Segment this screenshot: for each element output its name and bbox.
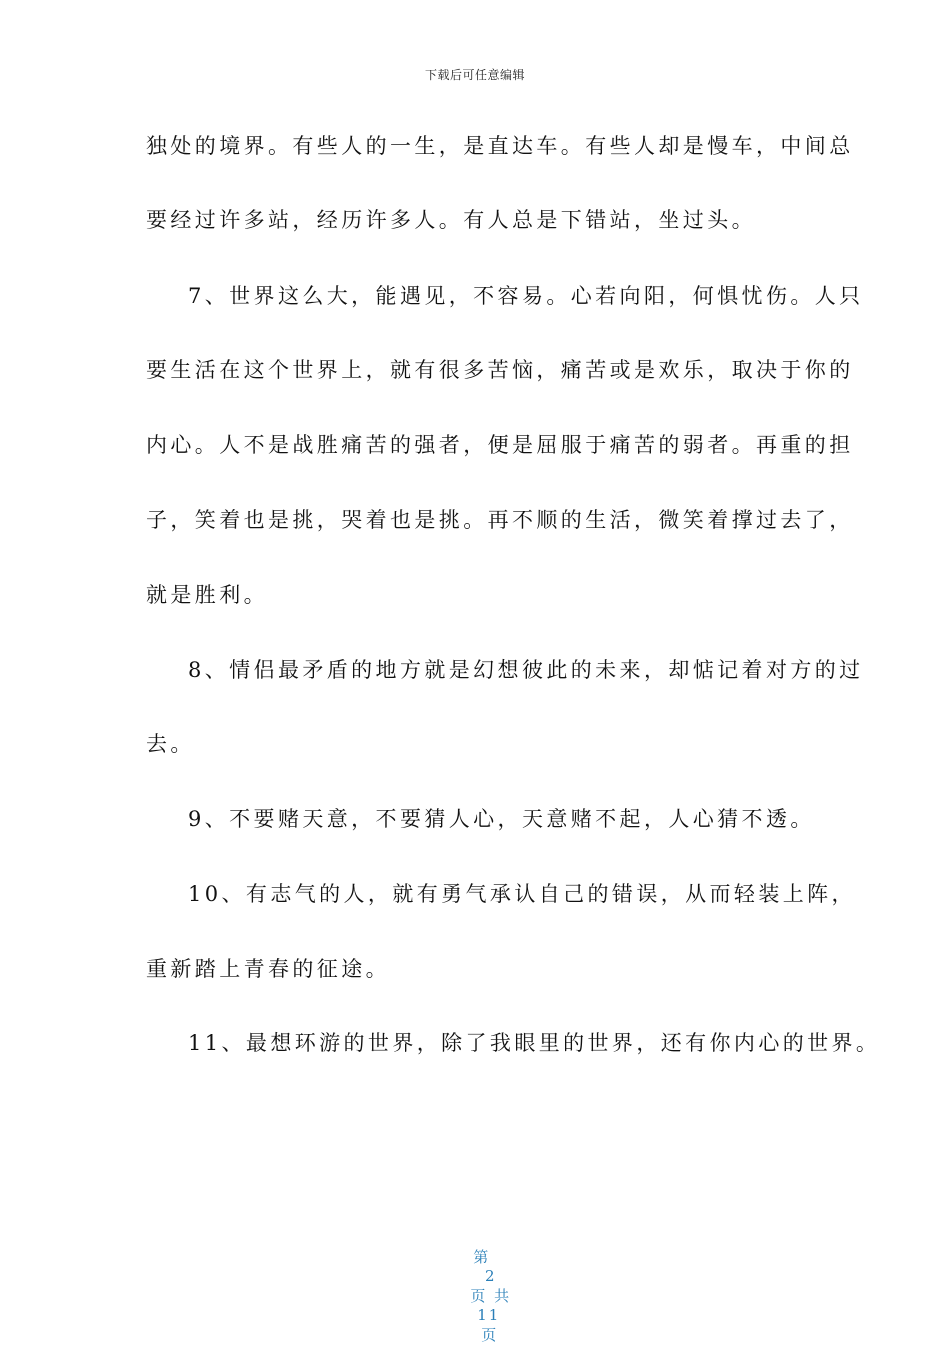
page-header: 下载后可任意编辑	[424, 68, 525, 82]
page-footer	[0, 1228, 950, 1345]
text-line: 要生活在这个世界上，就有很多苦恼，痛苦或是欢乐，取决于你的	[146, 358, 854, 382]
text-line: 内心。人不是战胜痛苦的强者，便是屈服于痛苦的弱者。再重的担	[146, 433, 854, 457]
text-line: 就是胜利。	[146, 583, 268, 607]
paragraph-8-line: 8、情侣最矛盾的地方就是幻想彼此的未来，却惦记着对方的过	[188, 658, 864, 682]
footer-page-number: 2	[485, 1267, 497, 1285]
paragraph-10-line: 10、有志气的人，就有勇气承认自己的错误，从而轻装上阵，	[188, 882, 856, 906]
text-line: 子，笑着也是挑，哭着也是挑。再不顺的生活，微笑着撑过去了，	[146, 508, 854, 532]
paragraph-11-line: 11、最想环游的世界，除了我眼里的世界，还有你内心的世界。	[188, 1031, 881, 1055]
footer-prefix: 第	[473, 1248, 491, 1266]
paragraph-9-line: 9、不要赌天意，不要猜人心，天意赌不起，人心猜不透。	[188, 807, 815, 831]
text-line: 独处的境界。有些人的一生，是直达车。有些人却是慢车，中间总	[146, 134, 854, 158]
footer-middle: 页 共	[470, 1287, 512, 1305]
footer-total-pages: 11	[477, 1306, 501, 1324]
text-line: 重新踏上青春的征途。	[146, 957, 390, 981]
text-line: 要经过许多站，经历许多人。有人总是下错站，坐过头。	[146, 208, 756, 232]
text-line: 去。	[146, 732, 195, 756]
paragraph-7-line: 7、世界这么大，能遇见，不容易。心若向阳，何惧忧伤。人只	[188, 284, 864, 308]
footer-suffix: 页	[481, 1326, 499, 1344]
